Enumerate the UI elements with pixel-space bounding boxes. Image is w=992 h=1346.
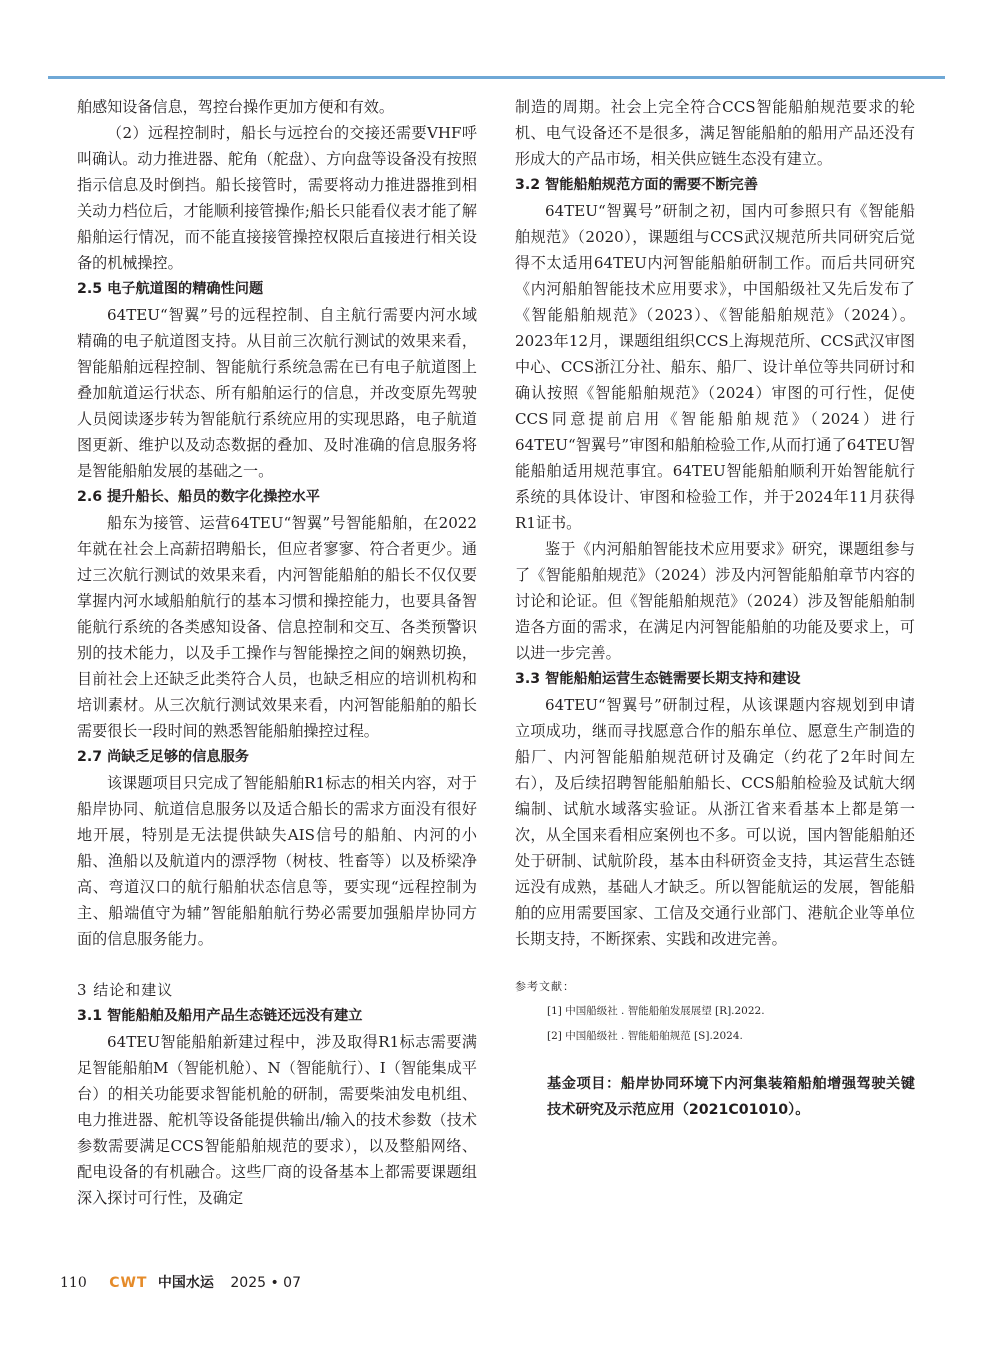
paragraph: 64TEU智能船舶新建过程中，涉及取得R1标志需要满足智能船舶M（智能机舱）、N（智能航行）、I（智能集成平台）的相关功能要求智能机舱的研制，需要柴油发电机组、电力推进器、舵机等设备能提供输出/输入的技术参数（技术参数需要满足CCS智能船舶规范的要求），以及整船网络、配电设备的有机融合。这些厂商的设备基本上都需要课题组深入探讨可行性，及确定: [77, 1033, 477, 1207]
paragraph: 64TEU“智翼号”研制过程，从该课题内容规划到申请立项成功，继而寻找愿意合作的船东单位、愿意生产制造的船厂、内河智能船舶规范研讨及确定（约花了2年时间左右），及后续招聘智能船舶船长、CCS船舶检验及试航大纲编制、试航水域落实验证。从浙江省来看基本上都是第一次，从全国来看相应案例也不多。可以说，国内智能船舶还处于研制、试航阶段，基本由科研资金支持，其运营生态链远没有成熟，基础人才缺乏。所以智能航运的发展，智能船舶的应用需要国家、工信及交通行业部门、港航企业等单位长期支持，不断探索、实践和改进完善。: [515, 696, 915, 948]
section-heading: 2.7 尚缺乏足够的信息服务: [77, 749, 249, 765]
paragraph: （2）远程控制时，船长与远控台的交接还需要VHF呼叫确认。动力推进器、舵角（舵盘）、方向盘等设备没有按照指示信息及时倒挡。船长接管时，需要将动力推进器推到相关动力档位后，才能顺利接管操作;船长只能看仪表才能了解船舶运行情况，而不能直接接管操控权限后直接进行相关设备的机械操控。: [77, 124, 477, 272]
page-footer: [60, 1274, 301, 1292]
paragraph: 鉴于《内河船舶智能技术应用要求》研究，课题组参与了《智能船舶规范》（2024）涉及内河智能船舶章节内容的讨论和论证。但《智能船舶规范》（2024）涉及智能船舶制造各方面的需求，在满足内河智能船舶的功能及要求上，可以进一步完善。: [515, 540, 915, 662]
paragraph: 该课题项目只完成了智能船舶R1标志的相关内容，对于船岸协同、航道信息服务以及适合船长的需求方面没有很好地开展，特别是无法提供缺失AIS信号的船舶、内河的小船、渔船以及航道内的漂浮物（树枝、牲畜等）以及桥梁净高、弯道汉口的航行船舶状态信息等，要实现“远程控制为主、船端值守为辅”智能船舶航行势必需要加强船岸协同方面的信息服务能力。: [77, 774, 477, 948]
left-column: [77, 94, 477, 1211]
paragraph: 舶感知设备信息，驾控台操作更加方便和有效。: [77, 98, 394, 116]
chapter-heading: 3 结论和建议: [77, 981, 174, 999]
page-number: 110: [60, 1275, 87, 1291]
journal-logo: CWT: [109, 1275, 148, 1291]
paragraph: 船东为接管、运营64TEU“智翼”号智能船舶，在2022年就在社会上高薪招聘船长，但应者寥寥、符合者更少。通过三次航行测试的效果来看，内河智能船舶的船长不仅仅要掌握内河水域船舶航行的基本习惯和操控能力，也要具备智能航行系统的各类感知设备、信息控制和交互、各类预警识别的技术能力，以及手工操作与智能操控之间的娴熟切换，目前社会上还缺乏此类符合人员，也缺乏相应的培训机构和培训素材。从三次航行测试效果来看，内河智能船舶的船长需要很长一段时间的熟悉智能船舶操控过程。: [77, 514, 477, 740]
reference-item: [1] 中国船级社 . 智能船舶发展展望 [R].2022.: [547, 1005, 765, 1017]
funding-note: 基金项目：船岸协同环境下内河集装箱船舶增强驾驶关键技术研究及示范应用（2021C01010）。: [547, 1076, 915, 1118]
references-title: 参考文献：: [515, 980, 575, 993]
section-heading: 2.5 电子航道图的精确性问题: [77, 281, 264, 297]
issue-number: 2025 • 07: [230, 1275, 301, 1291]
paragraph: 制造的周期。社会上完全符合CCS智能船舶规范要求的轮机、电气设备还不是很多，满足智能船舶的船用产品还没有形成大的产品市场，相关供应链生态没有建立。: [515, 98, 915, 168]
journal-name: 中国水运: [157, 1275, 214, 1291]
right-column: [515, 94, 915, 1123]
reference-item: [2] 中国船级社 . 智能船舶规范 [S].2024.: [547, 1030, 743, 1042]
paragraph: 64TEU“智翼号”研制之初，国内可参照只有《智能船舶规范》（2020），课题组与CCS武汉规范所共同研究后觉得不太适用64TEU内河智能船舶研制工作。而后共同研究《内河船舶智能技术应用要求》，中国船级社又先后发布了《智能船舶规范》（2023）、《智能船舶规范》（2024）。2023年12月，课题组组织CCS上海规范所、CCS武汉审图中心、CCS浙江分社、船东、船厂、设计单位等共同研讨和确认按照《智能船舶规范》（2024）审图的可行性，促使CCS同意提前启用《智能船舶规范》（2024）进行64TEU“智翼号”审图和船舶检验工作,从而打通了64TEU智能船舶适用规范事宜。64TEU智能船舶顺利开始智能航行系统的具体设计、审图和检验工作，并于2024年11月获得R1证书。: [515, 202, 915, 532]
section-heading: 3.2 智能船舶规范方面的需要不断完善: [515, 177, 758, 193]
section-heading: 3.3 智能船舶运营生态链需要长期支持和建设: [515, 671, 801, 687]
section-heading: 3.1 智能船舶及船用产品生态链还远没有建立: [77, 1008, 363, 1024]
paragraph: 64TEU“智翼”号的远程控制、自主航行需要内河水域精确的电子航道图支持。从目前三次航行测试的效果来看，智能船舶远程控制、智能航行系统急需在已有电子航道图上叠加航道运行状态、所有船舶运行的信息，并改变原先驾驶人员阅读逐步转为智能航行系统应用的实现思路，电子航道图更新、维护以及动态数据的叠加、及时准确的信息服务将是智能船舶发展的基础之一。: [77, 306, 477, 480]
header-rule: [48, 76, 945, 79]
section-heading: 2.6 提升船长、船员的数字化操控水平: [77, 489, 320, 505]
